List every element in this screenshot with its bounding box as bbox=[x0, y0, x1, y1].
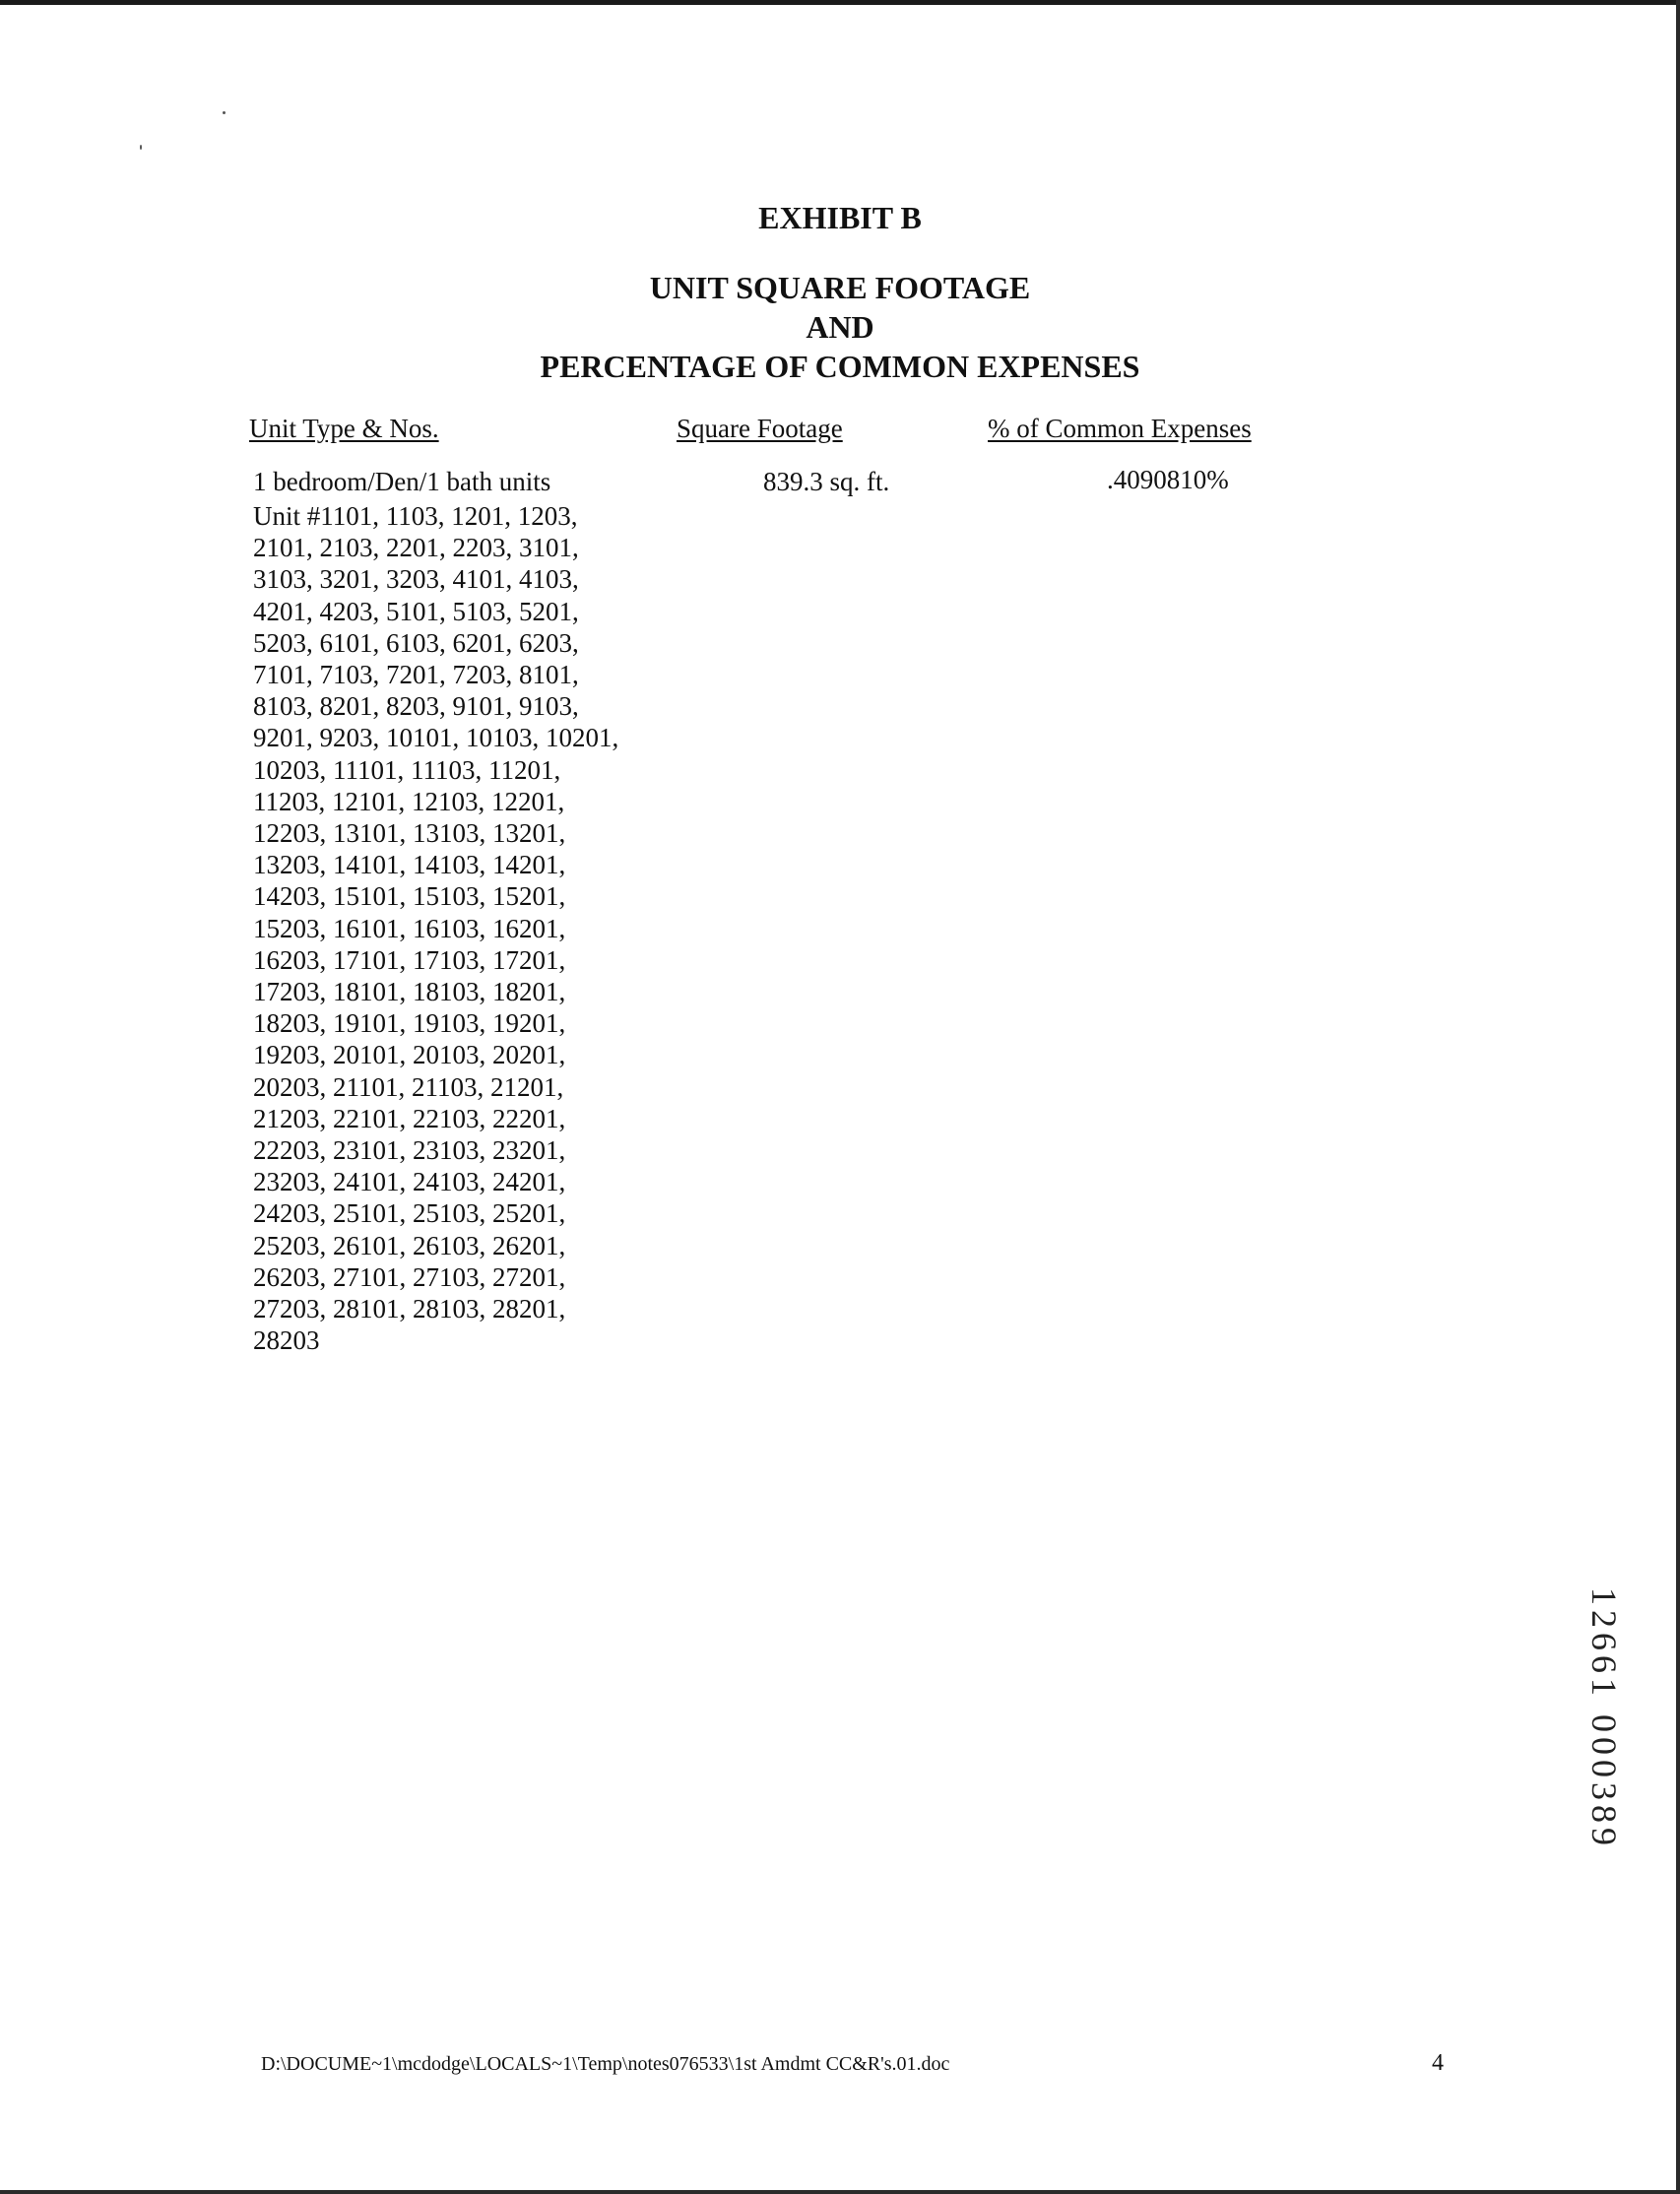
unit-numbers-line: 12203, 13101, 13103, 13201, bbox=[253, 818, 566, 849]
unit-numbers-line: 14203, 15101, 15103, 15201, bbox=[253, 881, 566, 912]
unit-numbers-line: 24203, 25101, 25103, 25201, bbox=[253, 1198, 566, 1229]
exhibit-title: EXHIBIT B bbox=[758, 200, 922, 235]
unit-numbers-line: 27203, 28101, 28103, 28201, bbox=[253, 1294, 566, 1324]
side-bates-stamp: 12661 000389 bbox=[1584, 1587, 1624, 1850]
column-header-square-footage: Square Footage bbox=[677, 414, 843, 443]
unit-numbers-line: 22203, 23101, 23103, 23201, bbox=[253, 1135, 566, 1166]
unit-numbers-line: 28203 bbox=[253, 1325, 320, 1356]
unit-numbers-line: 11203, 12101, 12103, 12201, bbox=[253, 786, 565, 816]
unit-numbers-line: 4201, 4203, 5101, 5103, 5201, bbox=[253, 596, 579, 626]
unit-numbers-line: 21203, 22101, 22103, 22201, bbox=[253, 1103, 566, 1133]
unit-numbers-line: 20203, 21101, 21103, 21201, bbox=[253, 1071, 564, 1102]
unit-numbers-list bbox=[253, 500, 667, 1356]
unit-numbers-line: 10203, 11101, 11103, 11201, bbox=[253, 754, 561, 785]
column-header-unit-type: Unit Type & Nos. bbox=[249, 414, 439, 443]
scan-edge-bottom bbox=[0, 2190, 1680, 2194]
unit-numbers-line: 3103, 3201, 3203, 4101, 4103, bbox=[253, 564, 579, 595]
unit-numbers-line: 13203, 14101, 14103, 14201, bbox=[253, 850, 566, 880]
unit-numbers-line: 7101, 7103, 7201, 7203, 8101, bbox=[253, 660, 579, 690]
unit-numbers-line: 26203, 27101, 27103, 27201, bbox=[253, 1261, 566, 1292]
unit-numbers-line: 9201, 9203, 10101, 10103, 10201, bbox=[253, 723, 619, 753]
square-footage-value: 839.3 sq. ft. bbox=[763, 467, 890, 496]
unit-type-label: 1 bedroom/Den/1 bath units bbox=[253, 467, 551, 496]
unit-numbers-line: 15203, 16101, 16103, 16201, bbox=[253, 913, 566, 943]
scan-speck bbox=[223, 111, 226, 114]
scan-edge-top bbox=[0, 0, 1680, 5]
page-number: 4 bbox=[1432, 2050, 1444, 2076]
unit-numbers-line: 17203, 18101, 18103, 18201, bbox=[253, 977, 566, 1007]
unit-numbers-line: 16203, 17101, 17103, 17201, bbox=[253, 944, 566, 975]
subtitle-line: UNIT SQUARE FOOTAGE bbox=[649, 270, 1031, 305]
document-subtitle bbox=[0, 268, 1680, 386]
subtitle-line: AND bbox=[806, 309, 874, 345]
common-expenses-value: .4090810% bbox=[1107, 465, 1229, 494]
unit-numbers-line: 5203, 6101, 6103, 6201, 6203, bbox=[253, 627, 579, 658]
scan-speck bbox=[140, 145, 142, 150]
unit-numbers-line: 23203, 24101, 24103, 24201, bbox=[253, 1167, 566, 1197]
unit-numbers-line: 18203, 19101, 19103, 19201, bbox=[253, 1008, 566, 1039]
subtitle-line: PERCENTAGE OF COMMON EXPENSES bbox=[540, 349, 1140, 384]
unit-numbers-line: 8103, 8201, 8203, 9101, 9103, bbox=[253, 691, 579, 722]
unit-numbers-line: 19203, 20101, 20103, 20201, bbox=[253, 1040, 566, 1070]
footer-file-path: D:\DOCUME~1\mcdodge\LOCALS~1\Temp\notes076533\1st Amdmt CC&R's.01.doc bbox=[261, 2053, 950, 2075]
unit-numbers-line: 2101, 2103, 2201, 2203, 3101, bbox=[253, 533, 579, 563]
unit-numbers-line: Unit #1101, 1103, 1201, 1203, bbox=[253, 501, 578, 531]
unit-numbers-line: 25203, 26101, 26103, 26201, bbox=[253, 1230, 566, 1260]
column-header-common-expenses: % of Common Expenses bbox=[988, 414, 1252, 443]
